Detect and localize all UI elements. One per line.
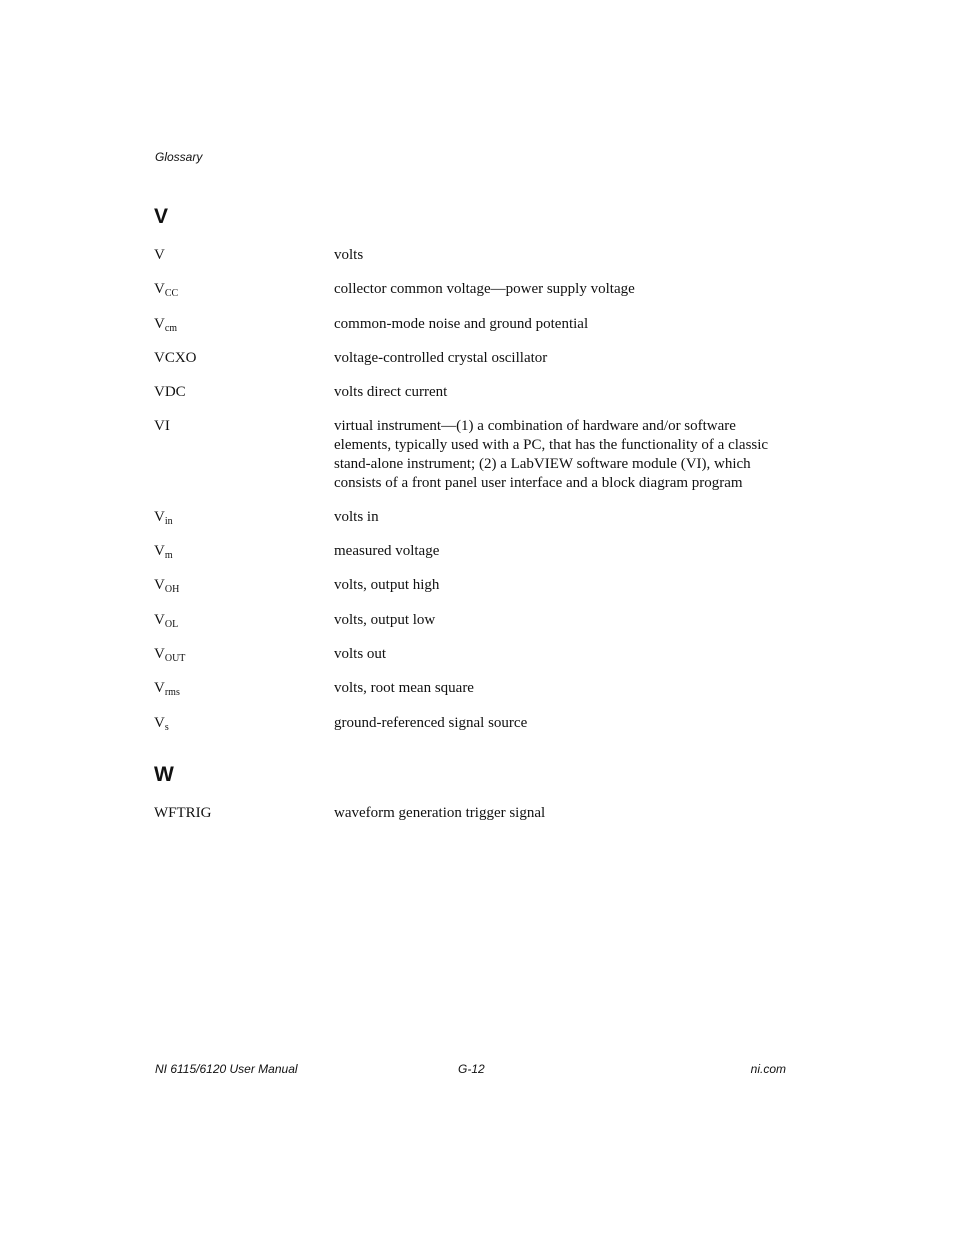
- glossary-definition: volts, output low: [334, 612, 436, 628]
- glossary-definition: voltage-controlled crystal oscillator: [334, 350, 548, 366]
- footer-page-number: G-12: [458, 1062, 485, 1076]
- glossary-definition: volts out: [334, 646, 387, 662]
- glossary-term: $V_{in}$: [154, 509, 173, 527]
- glossary-term: $V_{OH}$: [154, 577, 180, 595]
- glossary-term: VI: [154, 418, 170, 434]
- glossary-definition: volts, output high: [334, 577, 440, 593]
- glossary-term: $V_{OL}$: [154, 612, 179, 630]
- glossary-term: $V_{cm}$: [154, 316, 178, 334]
- glossary-definition: volts direct current: [334, 384, 448, 400]
- glossary-term: V: [154, 247, 165, 263]
- glossary-definition: virtual instrument—(1) a combination of hardware and/or software elements, typically used with a PC, that has the functionality of a classic stand-alone instrument; (2) a LabVIEW software module (VI), which consists of a front panel user interface and a block diagram program: [334, 418, 769, 491]
- glossary-definition: ground-referenced signal source: [334, 715, 528, 731]
- glossary-term: $V_{OUT}$: [154, 646, 186, 664]
- glossary-definition: common-mode noise and ground potential: [334, 316, 589, 332]
- glossary-definition: volts, root mean square: [334, 680, 474, 696]
- glossary-definition: waveform generation trigger signal: [334, 805, 546, 821]
- glossary-term: WFTRIG: [154, 805, 212, 821]
- section-letter-w: W: [154, 763, 174, 786]
- section-letter-v: V: [154, 205, 169, 228]
- glossary-term: $V_m$: [154, 543, 173, 561]
- glossary-definition: volts: [334, 247, 364, 263]
- glossary-term: $V_{rms}$: [154, 680, 180, 698]
- glossary-term: $V_s$: [154, 715, 169, 733]
- glossary-term: VDC: [154, 384, 186, 400]
- glossary-definition: measured voltage: [334, 543, 440, 559]
- glossary-definition: volts in: [334, 509, 379, 525]
- running-head: Glossary: [155, 150, 203, 164]
- footer-website: ni.com: [750, 1062, 786, 1076]
- glossary-term: VCXO: [154, 350, 197, 366]
- glossary-term: $V_{CC}$: [154, 281, 179, 299]
- footer-manual-title: NI 6115/6120 User Manual: [155, 1062, 298, 1076]
- glossary-definition: collector common voltage—power supply voltage: [334, 281, 635, 297]
